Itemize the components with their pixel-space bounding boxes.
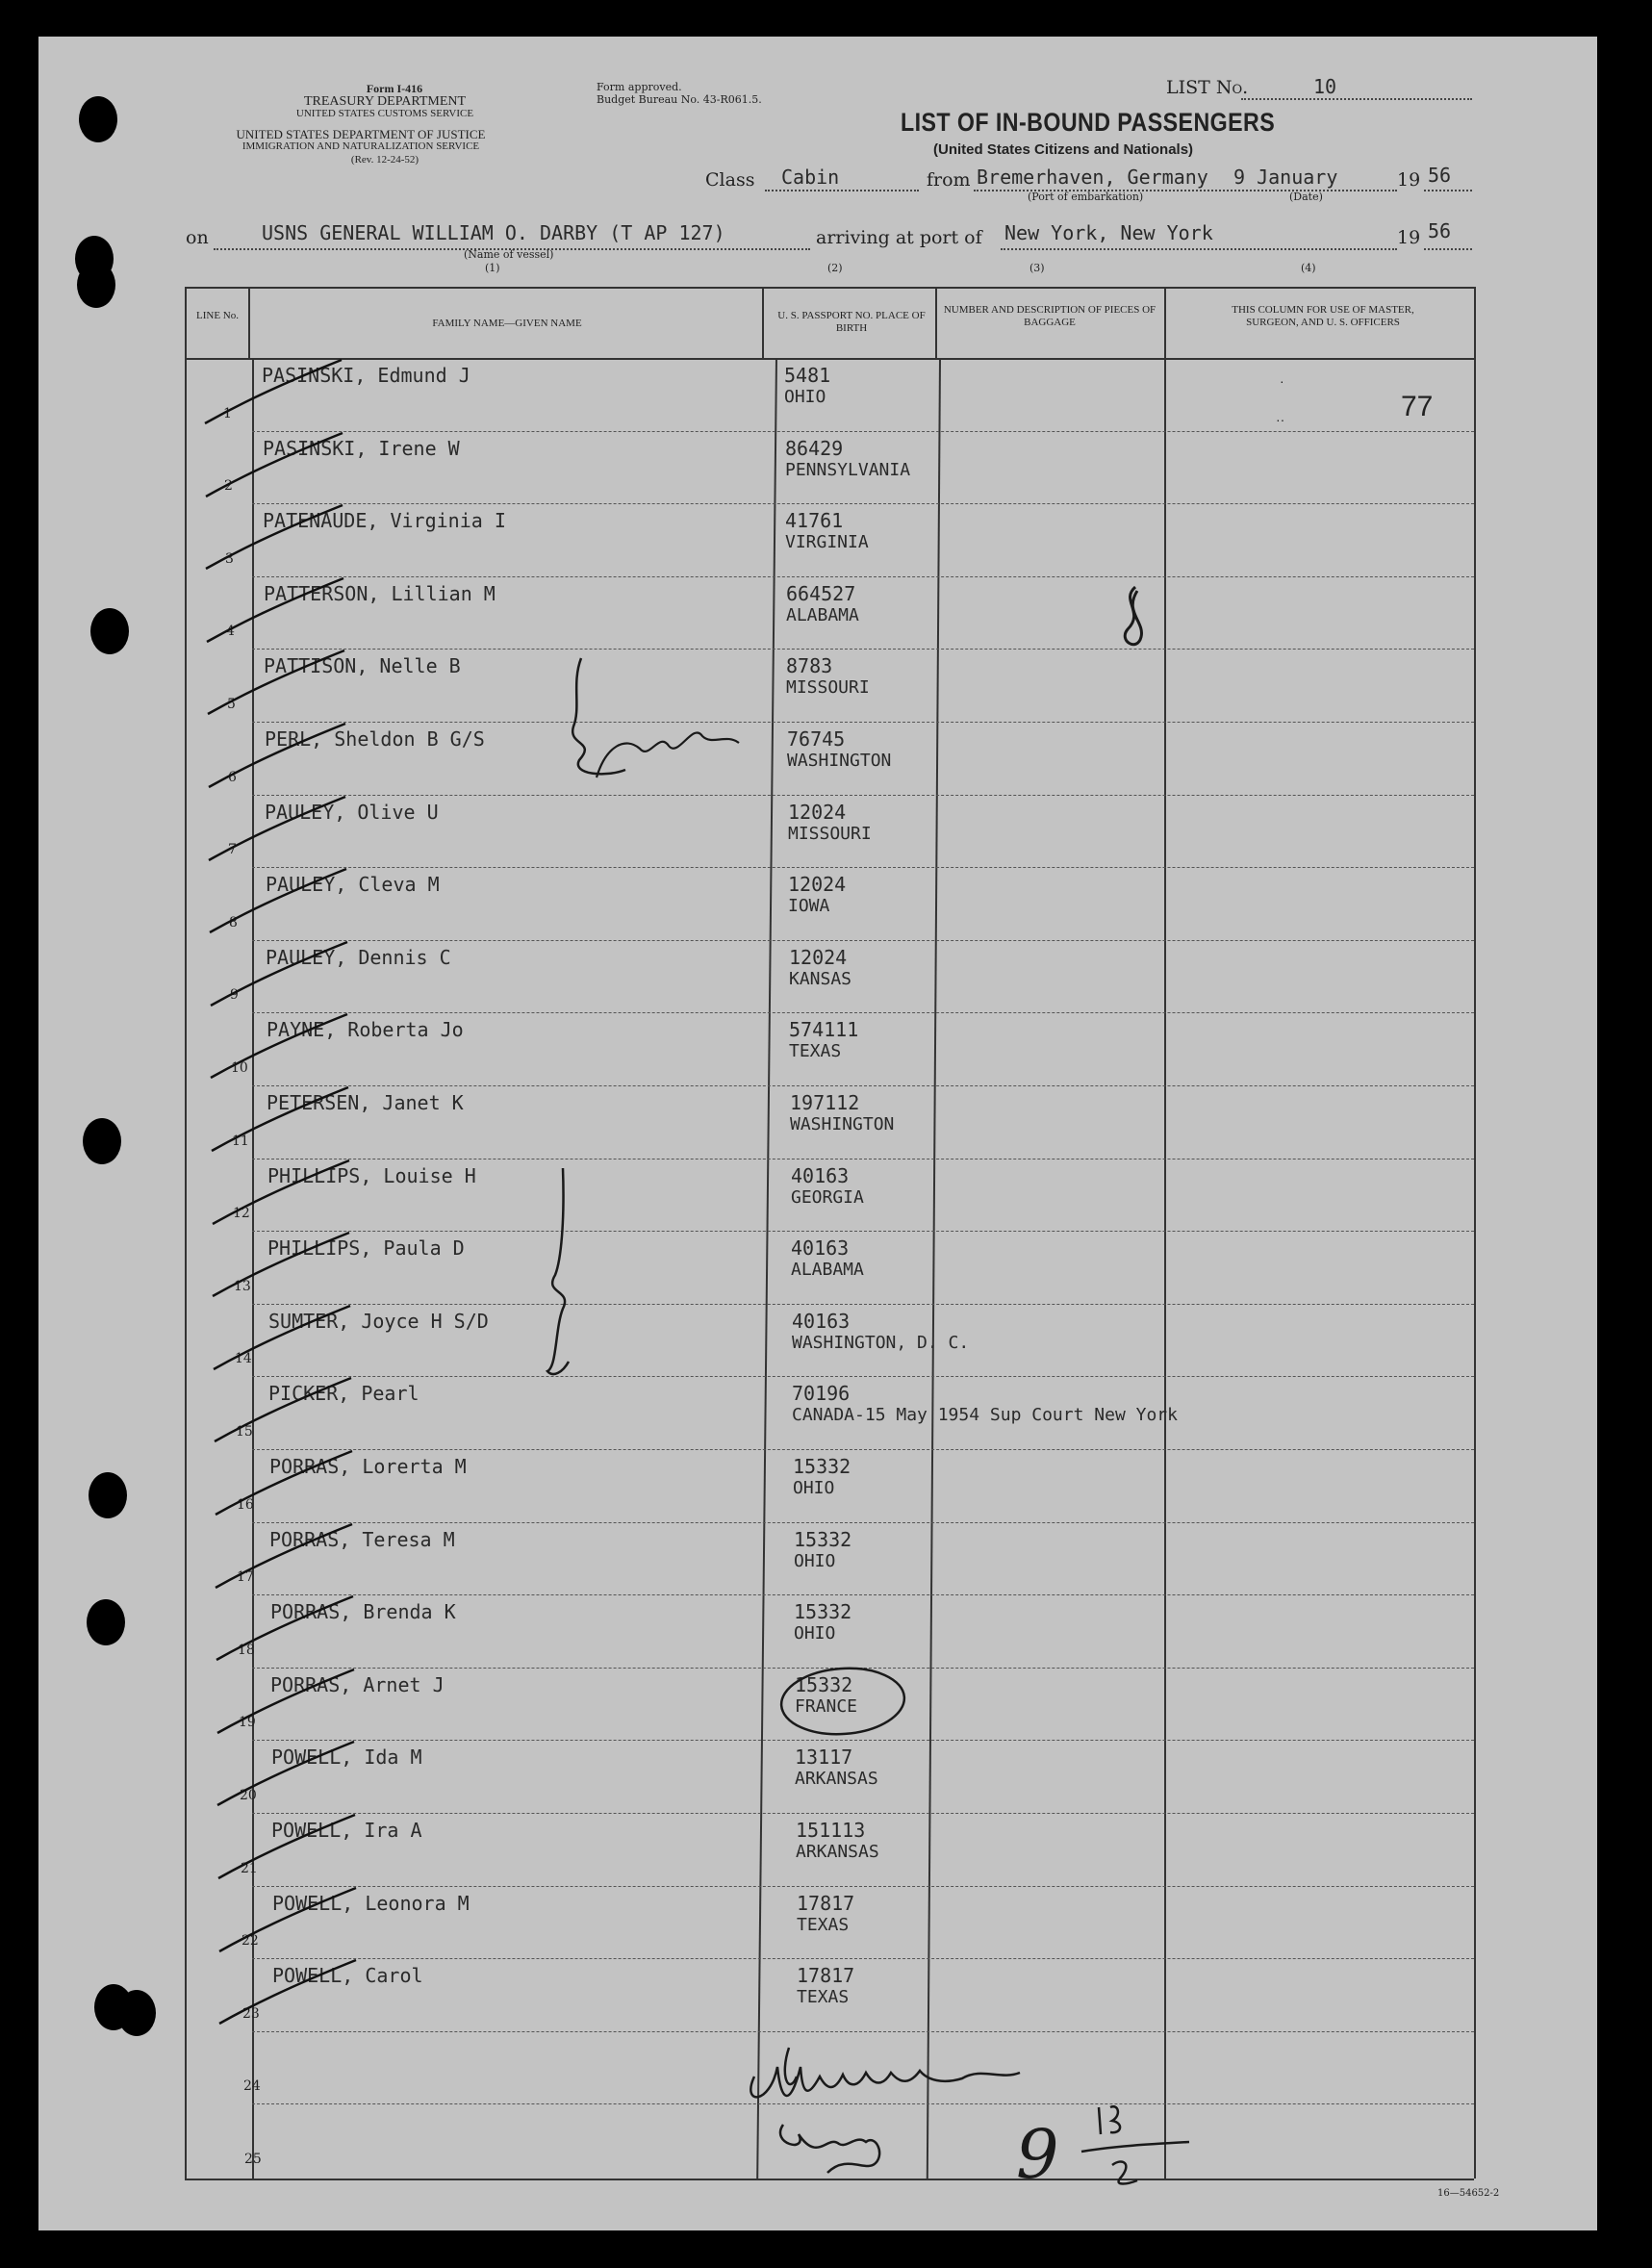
handwritten-brace-sd bbox=[534, 1164, 592, 1390]
passport-number: 5481 bbox=[784, 364, 831, 387]
line-number: 13 bbox=[234, 1278, 251, 1294]
passport-number: 40163 bbox=[792, 1309, 851, 1333]
place-of-birth: OHIO bbox=[793, 1478, 835, 1498]
row-divider bbox=[252, 1449, 1474, 1450]
passenger-name: PATTISON, Nelle B bbox=[264, 654, 461, 678]
row-divider bbox=[252, 1085, 1474, 1086]
passenger-name: PATTERSON, Lillian M bbox=[264, 581, 496, 605]
passenger-name: PASINSKI, Irene W bbox=[263, 436, 460, 460]
passenger-name: PICKER, Pearl bbox=[268, 1382, 419, 1406]
passport-number: 151113 bbox=[796, 1819, 866, 1842]
binder-hole bbox=[87, 1599, 125, 1645]
line-number: 1 bbox=[223, 405, 232, 421]
place-of-birth: OHIO bbox=[784, 387, 826, 407]
vessel-caption: (Name of vessel) bbox=[464, 248, 554, 261]
row-divider bbox=[252, 2031, 1474, 2032]
handwritten-signature bbox=[731, 2038, 1058, 2187]
print-code: 16—54652-2 bbox=[1437, 2188, 1500, 2199]
line-number: 2 bbox=[224, 478, 233, 495]
passport-number: 12024 bbox=[788, 873, 847, 897]
place-of-birth: GEORGIA bbox=[791, 1186, 864, 1208]
justice-dept: UNITED STATES DEPARTMENT OF JUSTICE bbox=[236, 127, 486, 141]
year-value-1: 56 bbox=[1428, 164, 1452, 187]
col-header-baggage: NUMBER AND DESCRIPTION OF PIECES OF BAGGAGE bbox=[943, 304, 1156, 328]
binder-hole bbox=[90, 608, 129, 654]
budget-bureau: Budget Bureau No. 43-R061.5. bbox=[597, 93, 762, 106]
handwritten-fraction bbox=[1078, 2094, 1193, 2204]
table-right-border bbox=[1474, 287, 1476, 2179]
row-divider bbox=[252, 1594, 1474, 1595]
line-number: 12 bbox=[233, 1206, 250, 1222]
col-divider-name bbox=[762, 287, 764, 358]
col-divider-baggage bbox=[1164, 287, 1166, 2179]
passenger-name: PAULEY, Cleva M bbox=[266, 873, 440, 897]
place-of-birth: ALABAMA bbox=[791, 1260, 864, 1281]
passport-number: 17817 bbox=[797, 1964, 855, 1988]
passenger-name: POWELL, Carol bbox=[272, 1964, 423, 1988]
row-divider bbox=[252, 1012, 1474, 1013]
passenger-name: PHILLIPS, Paula D bbox=[267, 1236, 465, 1261]
passenger-name: PORRAS, Brenda K bbox=[270, 1600, 456, 1624]
passport-number: 41761 bbox=[785, 509, 844, 533]
year-line-2 bbox=[1424, 248, 1472, 250]
table-left-border bbox=[185, 287, 187, 2179]
line-number: 19 bbox=[239, 1715, 256, 1731]
row-divider bbox=[252, 1376, 1474, 1377]
row-divider bbox=[252, 1304, 1474, 1305]
passenger-name: SUMTER, Joyce H S/D bbox=[268, 1309, 489, 1333]
row-divider bbox=[252, 503, 1474, 504]
row-divider bbox=[252, 431, 1474, 432]
passport-number: 12024 bbox=[788, 800, 847, 824]
passport-number: 15332 bbox=[793, 1455, 851, 1478]
binder-hole bbox=[79, 96, 117, 142]
col-num-2: (2) bbox=[827, 262, 843, 274]
line-number: 3 bbox=[225, 550, 234, 567]
place-of-birth: WASHINGTON, D. C. bbox=[792, 1332, 970, 1353]
arrival-port: New York, New York bbox=[1004, 221, 1213, 244]
passport-number: 17817 bbox=[797, 1891, 855, 1915]
place-of-birth: ARKANSAS bbox=[796, 1842, 879, 1862]
col-header-name: FAMILY NAME—GIVEN NAME bbox=[432, 318, 582, 329]
customs-service: UNITED STATES CUSTOMS SERVICE bbox=[295, 108, 474, 119]
officer-mark: 77 bbox=[1401, 391, 1434, 422]
place-of-birth: ARKANSAS bbox=[795, 1769, 878, 1790]
ins-service: IMMIGRATION AND NATURALIZATION SERVICE bbox=[241, 140, 480, 152]
line-number: 8 bbox=[229, 914, 238, 930]
year-line-1 bbox=[1424, 190, 1472, 191]
col-divider-line bbox=[248, 287, 250, 358]
page-title: LIST OF IN-BOUND PASSENGERS bbox=[901, 108, 1276, 137]
class-label: Class bbox=[705, 169, 755, 191]
line-number: 25 bbox=[244, 2152, 262, 2167]
form-approved: Form approved. bbox=[597, 81, 682, 93]
col-num-4: (4) bbox=[1301, 262, 1316, 274]
on-label: on bbox=[186, 227, 209, 248]
line-number: 7 bbox=[228, 842, 237, 858]
col-num-1: (1) bbox=[485, 262, 500, 274]
date-value: 9 January bbox=[1233, 166, 1338, 189]
row-divider bbox=[252, 940, 1474, 941]
port-caption: (Port of embarkation) bbox=[1028, 191, 1144, 203]
binder-hole bbox=[77, 262, 115, 308]
place-of-birth: KANSAS bbox=[789, 968, 852, 989]
col-header-passport: U. S. PASSPORT NO. PLACE OF BIRTH bbox=[777, 310, 926, 334]
place-of-birth: IOWA bbox=[788, 896, 830, 917]
passenger-name: PORRAS, Teresa M bbox=[269, 1527, 455, 1551]
col-divider-passport bbox=[935, 287, 937, 358]
table-header-border bbox=[185, 358, 1474, 360]
place-of-birth: WASHINGTON bbox=[787, 751, 892, 771]
line-number: 17 bbox=[237, 1569, 254, 1586]
row-divider bbox=[252, 722, 1474, 723]
treasury-dept: TREASURY DEPARTMENT bbox=[303, 94, 467, 109]
officer-dots: ·· bbox=[1276, 412, 1285, 427]
line-number: 10 bbox=[231, 1060, 248, 1076]
col-header-line: LINE No. bbox=[196, 310, 239, 321]
officer-dots: · bbox=[1280, 373, 1284, 389]
passenger-name: PHILLIPS, Louise H bbox=[267, 1163, 476, 1187]
list-no-value: 10 bbox=[1313, 75, 1337, 98]
row-divider bbox=[252, 649, 1474, 650]
place-of-birth: WASHINGTON bbox=[790, 1114, 895, 1134]
place-of-birth: OHIO bbox=[794, 1550, 836, 1571]
line-number: 20 bbox=[240, 1788, 257, 1803]
place-of-birth: TEXAS bbox=[797, 1914, 850, 1935]
port-line bbox=[1001, 248, 1397, 250]
passport-number: 70196 bbox=[792, 1382, 851, 1406]
vessel-name: USNS GENERAL WILLIAM O. DARBY (T AP 127) bbox=[262, 221, 725, 244]
binder-hole bbox=[83, 1118, 121, 1164]
passport-number: 15332 bbox=[794, 1527, 852, 1551]
place-of-birth: ALABAMA bbox=[786, 604, 859, 625]
year-prefix-1: 19 bbox=[1397, 169, 1421, 191]
checkmark-icon bbox=[212, 1949, 366, 2035]
place-of-birth: OHIO bbox=[794, 1623, 836, 1644]
line-number: 22 bbox=[241, 1933, 259, 1949]
class-line bbox=[765, 190, 919, 191]
place-of-birth: PENNSYLVANIA bbox=[785, 459, 911, 480]
line-number: 14 bbox=[235, 1351, 252, 1367]
passenger-name: PERL, Sheldon B G/S bbox=[265, 727, 485, 751]
passport-number: 197112 bbox=[790, 1091, 860, 1114]
line-number: 24 bbox=[243, 2078, 261, 2095]
passport-number: 13117 bbox=[795, 1746, 853, 1770]
handwritten-brace-guardian bbox=[568, 654, 760, 813]
passenger-name: PORRAS, Arnet J bbox=[270, 1672, 445, 1696]
place-of-birth: TEXAS bbox=[789, 1041, 842, 1062]
passenger-name: PAULEY, Dennis C bbox=[266, 945, 451, 969]
line-number: 15 bbox=[236, 1424, 253, 1440]
passport-number: 15332 bbox=[794, 1600, 852, 1624]
passenger-name: PATENAUDE, Virginia I bbox=[263, 509, 506, 533]
table-top-border bbox=[185, 287, 1474, 289]
passenger-name: PORRAS, Lorerta M bbox=[269, 1455, 467, 1478]
row-divider bbox=[252, 1813, 1474, 1814]
passenger-name: PAYNE, Roberta Jo bbox=[267, 1018, 464, 1042]
place-of-birth: CANADA-15 May 1954 Sup Court New York bbox=[792, 1405, 1178, 1426]
line-number: 6 bbox=[228, 769, 237, 785]
passenger-name: PAULEY, Olive U bbox=[265, 800, 439, 824]
year-prefix-2: 19 bbox=[1397, 227, 1421, 248]
row-divider bbox=[252, 795, 1474, 796]
row-divider bbox=[252, 576, 1474, 577]
place-of-birth: MISSOURI bbox=[786, 677, 870, 699]
place-of-birth: FRANCE bbox=[795, 1695, 858, 1717]
line-number: 21 bbox=[241, 1860, 258, 1876]
passenger-name: POWELL, Leonora M bbox=[272, 1891, 470, 1915]
list-no-label: LIST No. bbox=[1166, 77, 1249, 98]
row-divider bbox=[252, 1231, 1474, 1232]
row-divider bbox=[252, 1522, 1474, 1523]
row-divider bbox=[252, 1958, 1474, 1959]
row-divider bbox=[252, 1886, 1474, 1887]
class-value: Cabin bbox=[781, 166, 840, 189]
passport-number: 574111 bbox=[789, 1018, 859, 1042]
col-num-3: (3) bbox=[1029, 262, 1045, 274]
binder-hole bbox=[89, 1472, 127, 1518]
row-divider bbox=[252, 867, 1474, 868]
list-no-line bbox=[1241, 98, 1472, 100]
passport-number: 86429 bbox=[785, 436, 844, 460]
place-of-birth: MISSOURI bbox=[788, 823, 872, 844]
place-of-birth: TEXAS bbox=[797, 1987, 850, 2008]
form-id: Form I-416 bbox=[366, 82, 423, 95]
passport-number: 664527 bbox=[786, 581, 856, 605]
line-number: 11 bbox=[232, 1133, 249, 1149]
handwritten-baggage-mark bbox=[1116, 583, 1155, 665]
line-number: 4 bbox=[226, 624, 235, 640]
line-number: 18 bbox=[238, 1642, 255, 1658]
passenger-name: PETERSEN, Janet K bbox=[267, 1091, 464, 1114]
passport-number: 12024 bbox=[789, 945, 848, 969]
line-number: 9 bbox=[230, 987, 239, 1004]
handwritten-total: 9 bbox=[1016, 2115, 1059, 2194]
passport-number: 76745 bbox=[787, 727, 846, 751]
binder-hole bbox=[117, 1990, 156, 2036]
year-value-2: 56 bbox=[1428, 219, 1452, 242]
passport-number: 40163 bbox=[791, 1236, 850, 1261]
col-header-officers: THIS COLUMN FOR USE OF MASTER, SURGEON, AND U. S. OFFICERS bbox=[1232, 304, 1414, 328]
passenger-name: PASINSKI, Edmund J bbox=[262, 364, 470, 387]
line-number: 16 bbox=[237, 1496, 254, 1513]
arriving-label: arriving at port of bbox=[816, 227, 982, 248]
line-number: 23 bbox=[242, 2005, 260, 2022]
handwritten-circle bbox=[777, 1663, 912, 1745]
passport-number: 15332 bbox=[795, 1672, 853, 1696]
passport-number: 40163 bbox=[791, 1163, 850, 1187]
date-caption: (Date) bbox=[1289, 191, 1323, 203]
from-label: from bbox=[927, 169, 971, 191]
passenger-name: POWELL, Ida M bbox=[271, 1746, 422, 1770]
from-value: Bremerhaven, Germany bbox=[977, 166, 1208, 189]
page-subtitle: (United States Citizens and Nationals) bbox=[933, 141, 1194, 158]
place-of-birth: VIRGINIA bbox=[785, 532, 869, 553]
passenger-name: POWELL, Ira A bbox=[271, 1819, 422, 1842]
revision: (Rev. 12-24-52) bbox=[350, 154, 419, 166]
line-number: 5 bbox=[227, 697, 236, 712]
passport-number: 8783 bbox=[786, 654, 833, 678]
